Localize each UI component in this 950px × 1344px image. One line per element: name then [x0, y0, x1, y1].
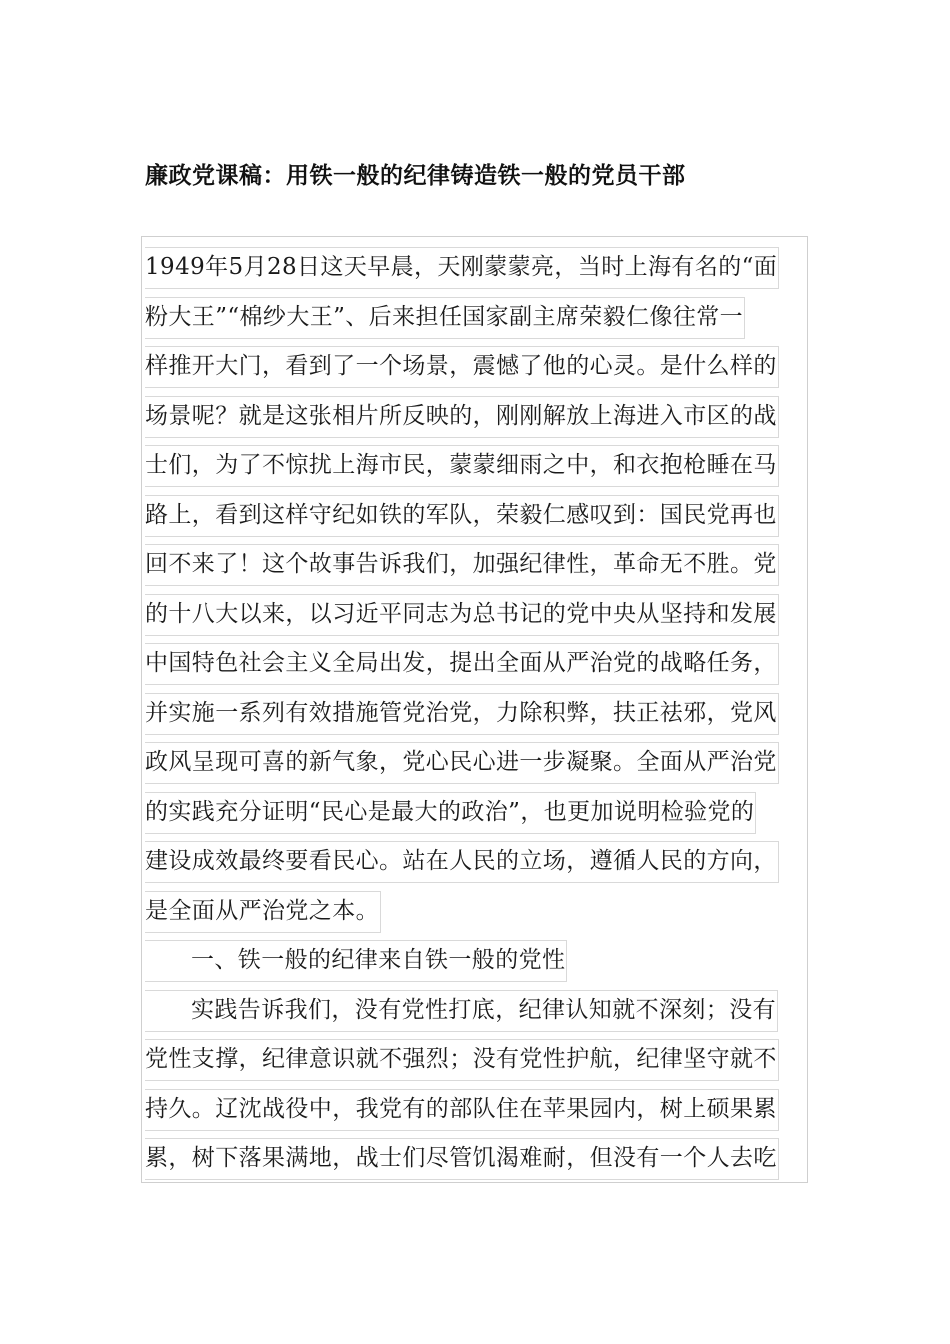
body-line-text: 士们，为了不惊扰上海市民，蒙蒙细雨之中，和衣抱枪睡在马 [145, 445, 779, 487]
body-line-text: 建设成效最终要看民心。站在人民的立场，遵循人民的方向， [145, 841, 779, 883]
body-line [145, 1035, 805, 1085]
body-line-text: 样推开大门，看到了一个场景，震憾了他的心灵。是什么样的 [145, 346, 779, 388]
body-line-text: 持久。辽沈战役中，我党有的部队住在苹果园内，树上硕果累 [145, 1089, 779, 1131]
body-line-text: 实践告诉我们，没有党性打底，纪律认知就不深刻；没有 [145, 990, 778, 1032]
document-title: 廉政党课稿：用铁一般的纪律铸造铁一般的党员干部 [145, 163, 686, 189]
body-line [145, 441, 805, 491]
section-heading [145, 936, 805, 986]
body-line [145, 1085, 805, 1135]
body-line [145, 243, 805, 293]
body-line [145, 887, 805, 937]
body-line-text: 回不来了！这个故事告诉我们，加强纪律性，革命无不胜。党 [145, 544, 779, 586]
body-line [145, 392, 805, 442]
body-line-text: 的实践充分证明“民心是最大的政治”，也更加说明检验党的 [145, 792, 756, 834]
body-line [145, 837, 805, 887]
document-body [145, 243, 805, 1184]
body-line-text: 中国特色社会主义全局出发，提出全面从严治党的战略任务， [145, 643, 779, 685]
body-line-text: 并实施一系列有效措施管党治党，力除积弊，扶正祛邪，党风 [145, 693, 779, 735]
body-line [145, 1134, 805, 1184]
body-line [145, 738, 805, 788]
body-line [145, 639, 805, 689]
body-line-text: 的十八大以来，以习近平同志为总书记的党中央从坚持和发展 [145, 594, 779, 636]
body-line-text: 粉大王”“棉纱大王”、后来担任国家副主席荣毅仁像往常一 [145, 297, 745, 339]
body-line [145, 342, 805, 392]
body-line-text: 政风呈现可喜的新气象，党心民心进一步凝聚。全面从严治党 [145, 742, 779, 784]
body-line-text: 1949年5月28日这天早晨，天刚蒙蒙亮，当时上海有名的“面 [145, 247, 779, 289]
body-line [145, 590, 805, 640]
body-line-text: 场景呢？就是这张相片所反映的，刚刚解放上海进入市区的战 [145, 396, 779, 438]
body-line-text: 党性支撑，纪律意识就不强烈；没有党性护航，纪律坚守就不 [145, 1039, 779, 1081]
body-line-text: 累，树下落果满地，战士们尽管饥渴难耐，但没有一个人去吃 [145, 1138, 779, 1180]
body-line-text: 是全面从严治党之本。 [145, 891, 381, 933]
body-line [145, 689, 805, 739]
body-line [145, 293, 805, 343]
body-line [145, 986, 805, 1036]
body-line [145, 540, 805, 590]
body-line-text: 路上，看到这样守纪如铁的军队，荣毅仁感叹到：国民党再也 [145, 495, 779, 537]
section-heading-text: 一、铁一般的纪律来自铁一般的党性 [145, 940, 567, 982]
body-line [145, 491, 805, 541]
body-line [145, 788, 805, 838]
